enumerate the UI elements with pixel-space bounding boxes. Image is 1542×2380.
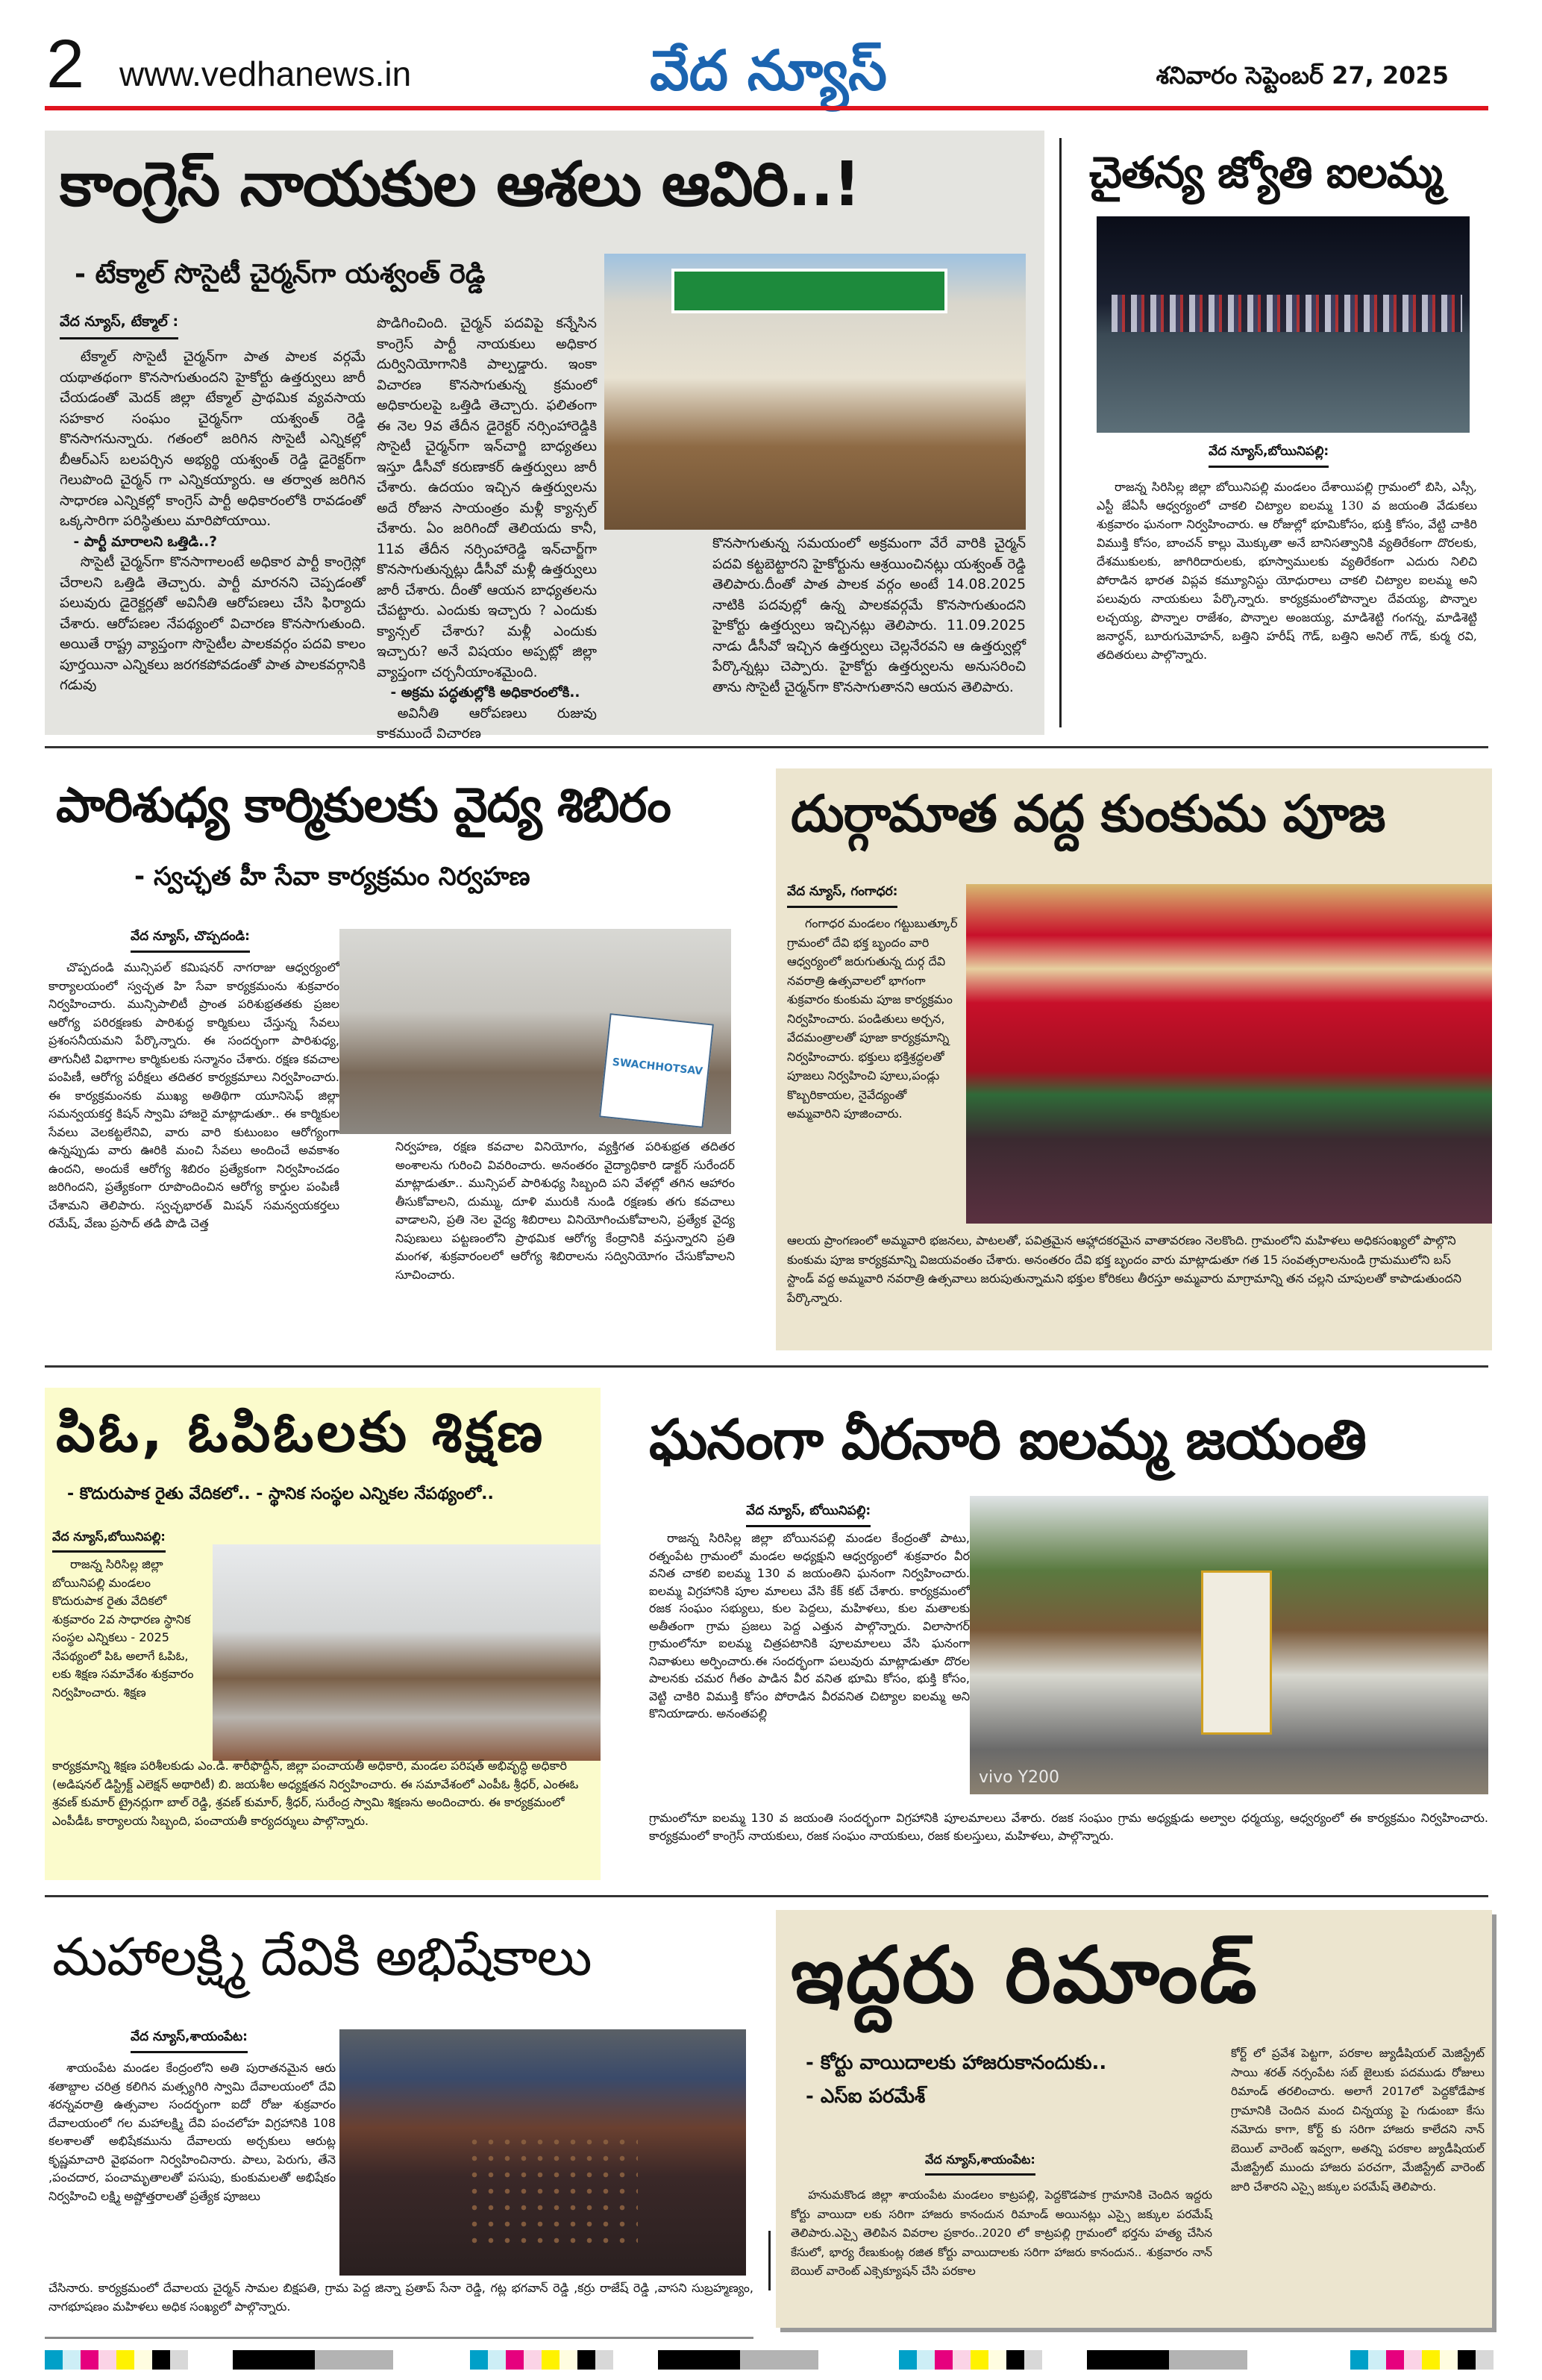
issue-date: శనివారం సెప్టెంబర్ 27, 2025 [1156,61,1449,90]
subtitle: - స్వచ్ఛత హీ సేవా కార్యక్రమం నిర్వహణ [134,862,530,892]
byline: వేద న్యూస్,శాయంపేట: [131,2029,248,2053]
headline: చైతన్య జ్యోతి ఐలమ్మ [1089,147,1442,198]
article-column [48,2059,336,2276]
section-rule [45,1365,1488,1368]
paragraph: ఆలయ ప్రాంగణంలో అమ్మవారి భజనలు, పాటలతో, పవిత్రమైన ఆహ్లాదకరమైన వాతావరణం నెలకొంది. గ్రామంలోని మహిళలు అధికసంఖ్యలో పాల్గొని కుంకుమ పూజ కార్యక్రమాన్ని విజయవంతం చేశారు. అనంతరం దేవి భక్త బృందం వారు మాట్లాడుతూ గత 15 సంవత్సరాలనుండి గ్రామములోని బస్ స్టాండ్ వద్ద అమ్మవారి నవరాత్రి ఉత్సవాలు జరుపుతున్నామని భక్తుల కోరికలు తీరస్తూ అమ్మవారు మాగ్రామాన్ని తన చల్లని చూపులతో కాపాడుతుందని పేర్కొన్నారు. [787,1233,1461,1305]
paragraph: అవినీతి ఆరోపణలు రుజువు కాకముందే విచారణ [377,705,597,742]
article-column [649,1529,970,1809]
headline: ఇద్దరు రిమాండ్ [791,1929,1259,2020]
color-registration-bar [1350,2350,1494,2370]
headline: కాంగ్రెస్ నాయకుల ఆశలు ఆవిరి..! [60,149,860,220]
paragraph: నిర్వహణ, రక్షణ కవచాల వినియోగం, వ్యక్తిగత పరిశుభ్రత తదితర అంశాలను గురించి వివరించారు. అనంతరం వైద్యాధికారి డాక్టర్ సురేందర్ మాట్లాడుతూ.. మున్సిపల్ పారిశుధ్య సిబ్బంది పని వేళల్లో తగిన ఆహారం తీసుకోవాలని, దుమ్ము, దూళి మురుకి నుండి రక్షణకు తగు కవచాలు వాడాలని, ప్రతి నెల వైద్య శిబిరాలు వినియోగించుకోవాలని, ప్రత్యేక వైద్య నిపుణులు పట్టణంలోని ప్రాథమిక ఆరోగ్య కేంద్రానికి వస్తున్నారని ప్రతి మంగళ, శుక్రవారంలలో ఆరోగ్య శిబిరాలను సద్వినియోగం చేసుకోవాలని సూచించారు. [395,1139,735,1282]
byline: వేద న్యూస్, బోయినిపల్లి: [746,1503,871,1527]
headline: దుర్గామాత వద్ద కుంకుమ పూజ [791,785,1385,844]
subheading: - అక్రమ పద్ధతుల్లోకి అధికారంలోకి.. [390,685,580,701]
subheading: - పార్టీ మారాలని ఒత్తిడి..? [73,533,217,550]
paragraph: హనుమకొండ జిల్లా శాయంపేట మండలం కాట్రపల్లి, పెద్దకొడపాక గ్రామానికి చెందిన ఇద్దరు కోర్టు వాయిదా లకు సరిగా హాజరు కానందున రిమాండ్ అయినట్లు ఎస్సై జక్కుల పరమేష్ తెలిపారు.ఎస్సై తెలిపిన వివరాల ప్రకారం..2020 లో కాట్రపల్లి గ్రామంలో భర్తను హత్య చేసిన కేసులో, భార్య రేణుకుంట్ల రజిత కోర్టు వాయిదాలకు సరిగా హాజరు కానందున.. శుక్రవారం నాన్ బెయిల్ వారెంట్ ఎక్సెక్యూషన్ చేసి పరకాల [791,2188,1212,2278]
article-veeranari [642,1395,1492,1873]
article-sanitation [45,761,739,1343]
training-meeting-photo [213,1544,601,1761]
paragraph: చొప్పదండి మున్సిపల్ కమిషనర్ నాగరాజు ఆధ్వర్యంలో కార్యాలయంలో స్వచ్ఛత హి సేవా కార్యక్రమంను శుక్రవారం నిర్వహించారు. మున్సిపాలిటీ ప్రాంత పరిశుభ్రతతకు ప్రజల ఆరోగ్య పరిరక్షణకు పారిశుద్ధ కార్మికులు చేస్తున్న సేవలు ప్రశంసనీయమని పేర్కొన్నారు. ఈ సందర్భంగా పారిశుధ్య, తాగునీటి విభాగాల కార్మికులకు సన్మానం చేశారు. రక్షణ కవచాల పంపిణీ, ఆరోగ్య పరీక్షలు తదితర కార్యక్రమాలు నిర్వహించారు. ఈ కార్యక్రమంనకు ముఖ్య అతిథిగా యూనిసెఫ్ జిల్లా సమన్వయకర్త కిషన్ స్వామి హాజరై మాట్లాడుతూ.. ఈ కార్మికుల సేవలు వెలకట్టలేనివి, వారు వారి కుటుంబం ఆరోగ్యంగా ఉన్నప్పుడు వారు ఊరికి మంచి సేవలు అందించే అవకాశం ఉందని, అందుకే ఆరోగ్య శిబిరం ప్రత్యేకంగా నిర్వహించడం జరిగిందని, ప్రత్యేకంగా రూపొందించిన ఆరోగ్య కార్డుల పంపిణీ చేశామని తెలిపారు. స్వచ్ఛభారత్ మిషన్ సమన్వయకర్తలు రమేష్, వేణు ప్రసాద్ తడి పొడి చెత్త [48,960,339,1230]
article-column [712,533,1026,731]
headline: మహాలక్ష్మి దేవికి అభిషేకాలు [52,1926,592,1988]
subtitle: - ఎస్ఐ పరమేశ్ [806,2085,926,2108]
color-registration-bar [470,2350,818,2370]
section-rule [45,746,1488,748]
paragraph: రాజన్న సిరిసిల్ల జిల్లా బోయినిపల్లి మండలం దేశాయిపల్లి గ్రామంలో బిసి, ఎస్సీ, ఎస్టీ జేఏసీ ఆధ్వర్యంలో చాకలి చిట్యాల ఐలమ్మ 130 వ జయంతి వేడుకలు శుక్రవారం ఘనంగా నిర్వహించారు. ఆ రోజుల్లో భూమికోసం, భుక్తి కోసం, వేట్టి చాకిరి విముక్తి కోసం, బాంచన్ కాల్లు మొక్కుతా అనే బానిసత్వానికి వ్యతిరేకంగా దొరలకు, దేశముకులకు, జాగిరిదారులకు, భూస్వాములకు వ్యతిరేకంగా ఎదురు నిలిచి పోరాడిన భారత విప్లవ కమ్యూనిస్టు యోధురాలు చాకలి చిట్యాల ఐలమ్మ అని పలువురు నాయకులు పేర్కొన్నారు. కార్యక్రమంలోపొన్నాల దేవయ్య, పొన్నాల లచ్చయ్య, పొన్నాల రాజేశం, పొన్నాల అంజయ్య, మాడిశెట్టి గంగన్న, మాడిశెట్టి జనార్ధన్, బూరుగుమోహన్, బత్తిని హరీష్ గౌడ్, బత్తిని అనిల్ గౌడ్, కుర్మ రవి, తదితరులు పాల్గొన్నారు. [1097,480,1477,662]
paragraph: చేసినారు. కార్యక్రమంలో దేవాలయ చైర్మన్ సామల బిక్షపతి, గ్రామ పెద్ద జిన్నా ప్రతాప్ సేనా రెడ్డి, గట్ల భగవాన్ రెడ్డి ,కర్రు రాజేష్ రెడ్డి ,వాసని సుబ్రహ్మణ్యం, నాగభూషణం మహిళలు అధిక సంఖ్యలో పాల్గొన్నారు. [48,2281,753,2314]
paragraph: రాజన్న సిరిసిల్ల జిల్లా బోయినిపల్లి మండలం కొదురుపాక రైతు వేదికలో శుక్రవారం 2వ సాధారణ స్థానిక సంస్థల ఎన్నికలు - 2025 నేపథ్యంలో పిఓ అలాగే ఓపిఓ, లకు శిక్షణ సమావేశం శుక్రవారం నిర్వహించారు. శిక్షణ [52,1557,194,1700]
article-column [60,347,366,731]
article-column [787,914,959,1227]
paragraph: గంగాధర మండలం గట్టుబుత్కూర్ గ్రామంలో దేవి భక్త బృందం వారి ఆధ్వర్యంలో జరుగుతున్న దుర్గ దేవి నవరాత్రి ఉత్సవాలలో భాగంగా శుక్రవారం కుంకుమ పూజ కార్యక్రమం నిర్వహించారు. పండితులు అర్చన, వేదమంత్రాలతో పూజా కార్యక్రమాన్ని నిర్వహించారు. భక్తులు భక్తిశ్రద్ధలతో పూజలు నిర్వహించి పూలు,పండ్లు కొబ్బరికాయల, నైవేద్యంతో అమ్మవారిని పూజించారు. [787,916,958,1121]
article-mahalakshmi [45,1910,761,2328]
column-divider [768,2231,771,2290]
paragraph: కోర్ట్ లో ప్రవేశ పెట్టగా, పరకాల జ్యుడీషియల్ మెజిస్ట్రేట్ సాయి శరత్ నర్సంపేట సబ్ జైలుకు పదముడు రోజులు రిమాండ్ తరలించారు. అలాగే 2017లో పెద్దకోడేపాక గ్రామానికి చెందిన మంద చిన్నయ్య పై గుడుంబా కేసు నమోదు కాగా, కోర్ట్ కు సరిగా హాజరు కాలేదని నాన్ బెయిల్ వారెంట్ ఇవ్వగా, అతన్ని పరకాల జ్యుడీషియల్ మేజిస్ట్రేట్ ముందు హాజరు పరచగా, మేజిస్ట్రేట్ వారెంట్ జారి చేశారని ఎస్సై జక్కుల పరమేష్ తెలిపారు. [1231,2047,1485,2193]
article-column [52,1556,205,1753]
color-registration-bar [899,2350,1247,2370]
subtitle: - కొదురుపాక రైతు వేదికలో.. - స్థానిక సంస్థల ఎన్నికల నేపథ్యంలో.. [67,1485,494,1503]
society-building-photo [604,254,1026,530]
article-column [649,1809,1488,1869]
paragraph: పొడిగించింది. చైర్మన్ పదవిపై కన్నేసిన కాంగ్రెస్ పార్టీ నాయకులు అధికార దుర్వినియోగానికి పాల్పడ్డారు. ఇంకా విచారణ కొనసాగుతున్న క్రమంలో అధికారులపై ఒత్తిడి తెచ్చారు. ఫలితంగా ఈ నెల 9వ తేదీన డైరెక్టర్ నర్సింహారెడ్డికి సొసైటీ చైర్మన్‌గా ఇన్‌చార్జి బాధ్యతలు ఇస్తూ డీసీవో కరుణాకర్ ఉత్తర్వులు జారీ చేశారు. ఉదయం ఇచ్చిన ఉత్తర్వులను అదే రోజున సాయంత్రం మళ్లీ క్యాన్సల్ చేశారు. ఏం జరిగిందో తెలియదు కానీ, 11వ తేదీన నర్సింహారెడ్డి ఇన్‌చార్జ్‌గా కొనసాగుతున్నట్లు డీసీవో మళ్లీ ఉత్తర్వులు జారీ చేశారు. దీంతో ఆయన బాధ్యతలను చేపట్టారు. ఎందుకు ఇచ్చారు ? ఎందుకు క్యాన్సల్ చేశారు? మళ్లీ ఎందుకు ఇచ్చారు? అనే విషయం అప్పట్లో జిల్లా వ్యాప్తంగా చర్చనీయాంశమైంది. [377,316,597,680]
ailamma-statue-photo [970,1496,1488,1794]
article-column [52,1757,593,1876]
article-column [377,313,597,742]
article-body [1097,477,1477,731]
footer-rule [45,2337,753,2339]
article-column [791,2186,1212,2324]
headline: పిఓ, ఓపిఓలకు శిక్షణ [56,1400,546,1465]
banner-text: SWACHHOTSAV [612,1056,703,1078]
article-column [787,1231,1481,1343]
article-chaitanya [1074,131,1492,735]
byline: వేద న్యూస్, చొప్పదండి: [131,929,250,953]
paragraph: సొసైటీ చైర్మన్‌గా కొనసాగాలంటే అధికార పార్టీ కాంగ్రెస్లో చేరాలని ఒత్తిడి తెచ్చారు. పార్టీ మారనని చెప్పడంతో పలువురు డైరెక్టర్లతో అవినీతి ఆరోపణలు చేసి ఫిర్యాదు చేశారు. ఆరోపణల నేపథ్యంలో విచారణ కొనసాగుతుంది. అయితే రాష్ట్ర వ్యాప్తంగా సొసైటీల పాలకవర్గం పదవి కాలం పూర్తయినా ఎన్నికలు జరగకపోవడంతో పాత పాలకవర్గానికి గడువు [60,554,366,693]
byline: వేద న్యూస్, టేక్మాల్ : [60,313,178,339]
masthead-logo: వేద న్యూస్ [650,39,887,103]
article-column [1231,2044,1485,2268]
paragraph: గ్రామంలోనూ ఐలమ్మ 130 వ జయంతి సందర్భంగా విగ్రహానికి పూలమాలలు వేశారు. రజక సంఘం గ్రామ అధ్యక్షుడు అల్వాల ధర్మయ్య, ఆధ్వర్యంలో ఈ కార్యక్రమం నిర్వహించారు. కార్యక్రమంలో కాంగ్రెస్ నాయకులు, రజక సంఘం నాయకులు, రజక కులస్తులు, మహిళలు, పాల్గొన్నారు. [649,1811,1488,1843]
headline: ఘనంగా వీరనారి ఐలమ్మ జయంతి [649,1408,1367,1472]
health-camp-photo [339,929,731,1134]
paragraph: టేక్మాల్ సొసైటీ చైర్మన్‌గా పాత పాలక వర్గమే యథాతథంగా కొనసాగుతుందని హైకోర్టు ఉత్తర్వులు జారీ చేయడంతో మెదక్ జిల్లా టేక్మాల్ ప్రాథమిక వ్యవసాయ సహకార సంఘం చైర్మన్‌గా యశ్వంత్ రెడ్డి కొనసాగనున్నారు. గతంలో జరిగిన సొసైటీ ఎన్నికల్లో బీఆర్ఎస్ బలపర్చిన అభ్యర్థి యశ్వంత్ రెడ్డి డైరెక్టర్‌గా గెలుపొంది చైర్మన్ గా ఎన్నికయ్యారు. ఆ తర్వాత జరిగిన సాధారణ ఎన్నికల్లో కాంగ్రెస్ పార్టీ అధికారంలోకి రావడంతో ఒక్కసారిగా పరిస్థితులు మారిపోయాయి. [60,349,366,529]
article-durga [776,768,1492,1350]
subtitle: - టేక్మాల్ సొసైటీ చైర్మన్‌గా యశ్వంత్ రెడ్డి [75,259,486,289]
paragraph: శాయంపేట మండల కేంద్రంలోని అతి పురాతనమైన ఆరు శతాబ్దాల చరిత్ర కలిగిన మత్స్యగిరి స్వామి దేవాలయంలో దేవి శరన్నవరాత్రి ఉత్సవాల సందర్భంగా ఐదో రోజు శుక్రవారం దేవాలయంలో గల మహాలక్ష్మి దేవి పంచలోహ విగ్రహానికి 108 కలశాలతో అభిషేకమును దేవాలయ అర్చకులు ఆరుట్ల కృష్ణమాచారి వైభవంగా నిర్వహించినారు. పాలు, పెరుగు, తేనె ,పంచదార, పంచామృతాలతో పసుపు, కుంకుమలతో అభిషేకం నిర్వహించి లక్ష్మి అష్టోత్తరాలతో ప్రత్యేక పూజలు [48,2061,336,2203]
headline: పారిశుధ్య కార్మికులకు వైద్య శిబిరం [56,778,671,833]
paragraph: కార్యక్రమాన్ని శిక్షణ పరిశీలకుడు ఎం.డి. శారీఫొద్దీన్, జిల్లా పంచాయతీ అధికారి, మండల పరిషత్ అభివృద్ధి అధికారి (అడిషనల్ డిస్ట్రిక్ట్ ఎలెక్షన్ అథారిటీ) బి. జయశీల అధ్యక్షతన నిర్వహించారు. ఈ సమావేశంలో ఎంపీఓ శ్రీధర్, ఎంఈఓ శ్రవణ్ కుమార్ ట్రైనర్లుగా బాల్ రెడ్డి, శ్రవణ్ కుమార్, శ్రీధర్, సురేంద్ర స్వామి శిక్షణను అందించారు. ఈ కార్యక్రమంలో ఎంపీడీఓ కార్యాలయ సిబ్బంది, పంచాయతీ కార్యదర్శులు పాల్గొన్నారు. [52,1759,579,1828]
candle-rally-photo [1097,216,1470,433]
article-training [45,1388,601,1880]
article-column [395,1138,735,1339]
column-divider [1059,138,1062,727]
page-number: 2 [46,26,85,102]
byline: వేద న్యూస్,బోయినిపల్లి: [52,1529,166,1553]
byline: వేద న్యూస్,బోయినిపల్లి: [1209,444,1329,468]
article-remand [776,1910,1492,2328]
article-column [48,2279,753,2324]
byline: వేద న్యూస్,శాయంపేట: [925,2152,1035,2176]
website-url[interactable]: www.vedhanews.in [119,54,412,93]
byline: వేద న్యూస్, గంగాధర: [787,884,897,908]
abhishekam-photo [339,2029,746,2276]
photo-watermark: vivo Y200 [979,1768,1060,1787]
kumkum-puja-photo [966,884,1492,1224]
section-rule [45,1895,1488,1897]
paragraph: కొనసాగుతున్న సమయంలో అక్రమంగా వేరే వారికి చైర్మన్ పదవి కట్టబెట్టారని హైకోర్టును ఆశ్రయించినట్లు యశ్వంత్ రెడ్డి తెలిపారు.దీంతో పాత పాలక వర్గం అంటే 14.08.2025 నాటికి పదవుల్లో ఉన్న పాలకవర్గమే కొనసాగుతుందని హైకోర్టు ఉత్తర్వులు ఇచ్చినట్లు తెలిపారు. 11.09.2025 నాడు డీసీవో ఇచ్చిన ఉత్తర్వులు చెల్లనేరవని ఆ ఉత్తర్వుల్లో పేర్కొన్నట్లు చెప్పారు. హైకోర్టు ఉత్తర్వులను అనుసరించి తాను సొసైటీ చైర్మన్‌గా కొనసాగుతానని ఆయన తెలిపారు. [712,536,1026,695]
subtitle: - కోర్టు వాయిదాలకు హాజరుకానందుకు.. [806,2052,1107,2074]
article-column [48,959,339,1339]
article-congress [45,131,1044,742]
header-rule [45,106,1488,110]
color-registration-bar [45,2350,393,2370]
paragraph: రాజన్న సిరిసిల్ల జిల్లా బోయినపల్లి మండల కేంద్రంతో పాటు, రత్నంపేట గ్రామంలో మండల అధ్యక్షుని ఆధ్వర్యంలో శుక్రవారం వీర వనిత చాకలి ఐలమ్మ 130 వ జయంతిని ఘనంగా నిర్వహించారు. ఐలమ్మ విగ్రహానికి పూల మాలలు వేసి కేక్ కట్ చేశారు. కార్యక్రమంలో రజక సంఘం సభ్యులు, కుల పెద్దలు, మహిళలు, కుల మతాలకు అతీతంగా గ్రామ ప్రజలు పెద్ద ఎత్తున పాల్గొన్నారు. విలాసాగర్ గ్రామంలోనూ ఐలమ్మ చిత్రపటానికి పూలమాలలు వేసి ఘనంగా నివాళులు అర్పించారు.ఈ సందర్భంగా పలువురు మాట్లాడుతూ దొరల పాలనకు చమర గీతం పాడిన వీర వనిత భూమి కోసం, భుక్తి కోసం, వెట్టి చాకిరి విముక్తి కోసం పోరాడిన వీరవనిత చిట్యాల ఐలమ్మ అని కొనియాడారు. అనంతపల్లి [649,1531,970,1720]
